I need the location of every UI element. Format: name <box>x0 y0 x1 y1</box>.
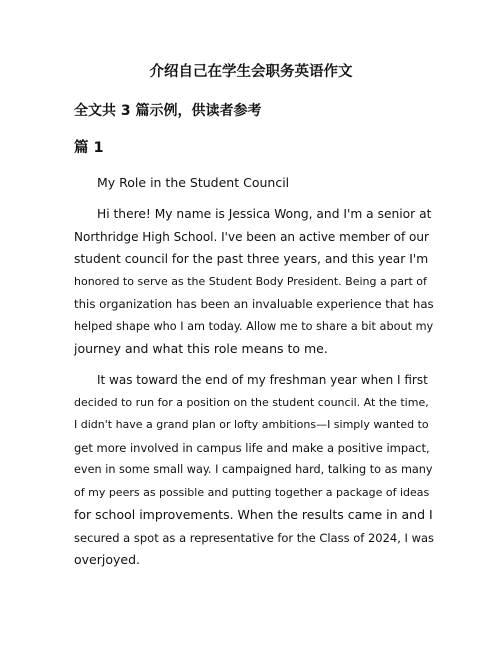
paragraph-line: even in some small way. I campaigned hard, talking to as many <box>74 463 433 476</box>
paragraph-line: It was toward the end of my freshman year when I first <box>97 373 428 387</box>
paragraph-line: journey and what this role means to me. <box>74 341 328 356</box>
paragraph-line: get more involved in campus life and make a positive impact, <box>74 440 430 455</box>
paragraph-line: student council for the past three years, and this year I'm <box>74 252 429 266</box>
paragraph-line: decided to run for a position on the student council. At the time, <box>74 395 429 409</box>
paragraph-line: secured a spot as a representative for the Class of 2024, I was <box>74 530 435 545</box>
paragraph-2 <box>74 369 434 572</box>
paragraph-line: Hi there! My name is Jessica Wong, and I'm a senior at <box>97 207 432 221</box>
paragraph-line: this organization has been an invaluable experience that has <box>74 297 434 311</box>
paragraph-line: for school improvements. When the results came in and I <box>74 507 433 522</box>
paragraph-line: helped shape who I am today. Allow me to share a bit about my <box>74 319 434 333</box>
paragraph-1 <box>74 203 434 361</box>
section-heading: 篇 1 <box>74 140 104 156</box>
document-title: 介绍自己在学生会职务英语作文 <box>149 64 353 80</box>
paragraph-line: Northridge High School. I've been an active member of our <box>74 229 429 244</box>
document-subtitle: 全文共 3 篇示例，供读者参考 <box>74 103 262 119</box>
paragraph-line: overjoyed. <box>74 552 140 567</box>
paragraph-line: I didn't have a grand plan or lofty ambitions—I simply wanted to <box>74 418 429 431</box>
essay-title: My Role in the Student Council <box>97 175 290 190</box>
paragraph-line: of my peers as possible and putting together a package of ideas <box>74 485 430 499</box>
paragraph-line: honored to serve as the Student Body President. Being a part of <box>74 274 427 288</box>
